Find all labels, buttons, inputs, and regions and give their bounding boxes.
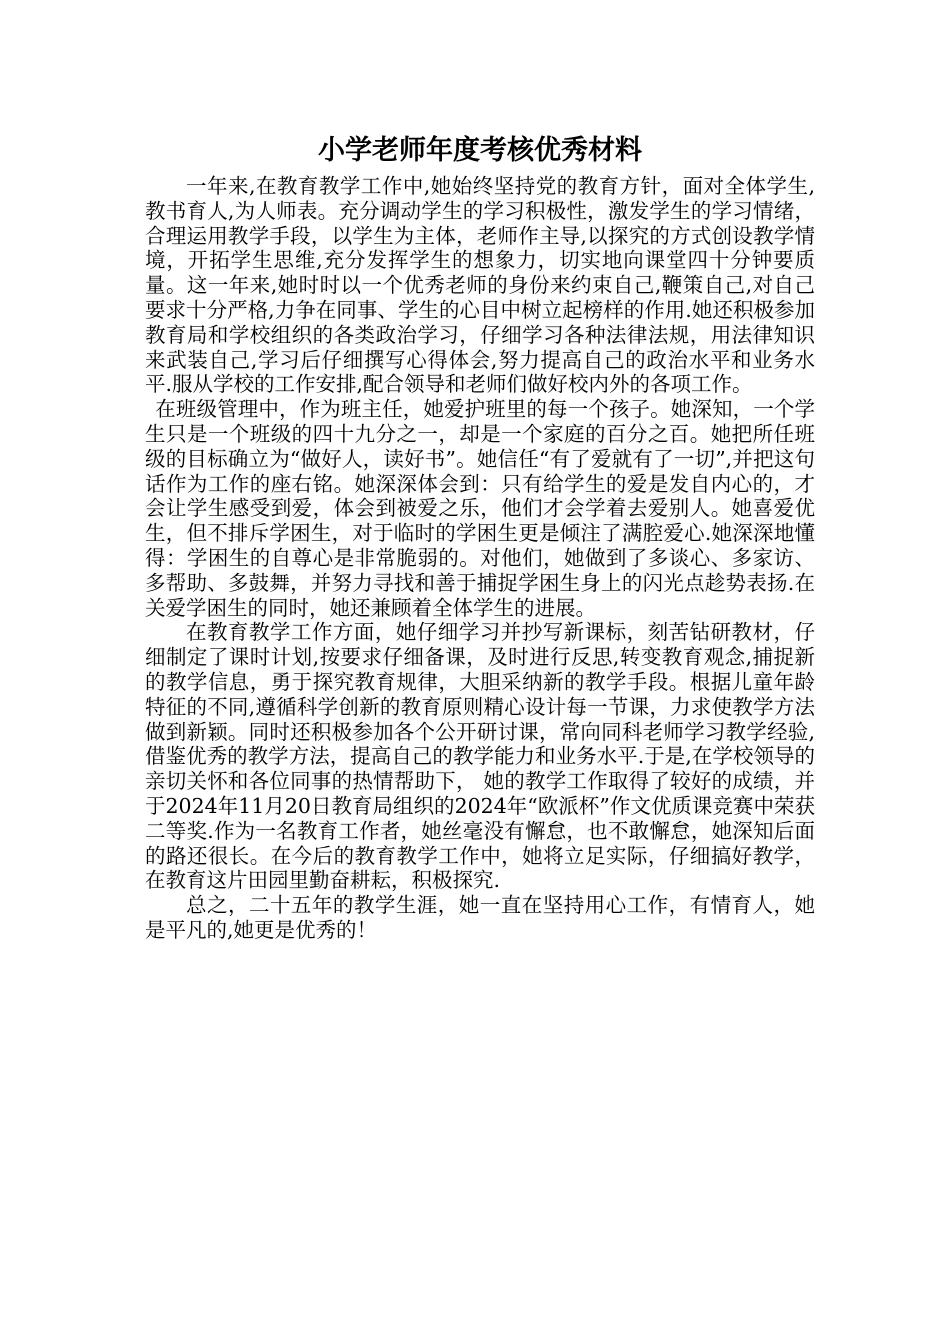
document-content bbox=[145, 132, 815, 943]
paragraph-conclusion: 总之，二十五年的教学生涯，她一直在坚持用心工作，有情育人，她是平凡的,她更是优秀的！ bbox=[145, 893, 815, 942]
paragraph-teaching-work: 在教育教学工作方面，她仔细学习并抄写新课标，刻苦钻研教材，仔细制定了课时计划,按要求仔细备课，及时进行反思,转变教育观念,捕捉新的教学信息，勇于探究教育规律，大胆采纳新的教学手段。根据儿童年龄特征的不同,遵循科学创新的教育原则精心设计每一节课，力求使教学方法做到新颖。同时还积极参加各个公开研讨课，常向同科老师学习教学经验,借鉴优秀的教学方法，提高自己的教学能力和业务水平.于是,在学校领导的亲切关怀和各位同事的热情帮助下， 她的教学工作取得了较好的成绩，并于2024年11月20日教育局组织的2024年“欧派杯”作文优质课竞赛中荣获二等奖.作为一名教育工作者，她丝毫没有懈怠，也不敢懈怠，她深知后面的路还很长。在今后的教育教学工作中，她将立足实际，仔细搞好教学，在教育这片田园里勤奋耕耘，积极探究. bbox=[145, 620, 815, 893]
document-title: 小学老师年度考核优秀材料 bbox=[318, 135, 642, 166]
paragraph-teaching-attitude: 一年来,在教育教学工作中,她始终坚持党的教育方针，面对全体学生,教书育人,为人师表。充分调动学生的学习积极性，激发学生的学习情绪，合理运用教学手段，以学生为主体，老师作主导,以探究的方式创设教学情境，开拓学生思维,充分发挥学生的想象力，切实地向课堂四十分钟要质量。这一年来,她时时以一个优秀老师的身份来约束自己,鞭策自己,对自己要求十分严格,力争在同事、学生的心目中树立起榜样的作用.她还积极参加教育局和学校组织的各类政治学习，仔细学习各种法律法规，用法律知识来武装自己,学习后仔细撰写心得体会,努力提高自己的政治水平和业务水平.服从学校的工作安排,配合领导和老师们做好校内外的各项工作。 bbox=[145, 174, 815, 397]
paragraph-class-management: 在班级管理中，作为班主任，她爱护班里的每一个孩子。她深知，一个学生只是一个班级的四十九分之一，却是一个家庭的百分之百。她把所任班级的目标确立为“做好人，读好书”。她信任“有了爱就有了一切”,并把这句话作为工作的座右铭。她深深体会到：只有给学生的爱是发自内心的，才会让学生感受到爱，体会到被爱之乐，他们才会学着去爱别人。她喜爱优生，但不排斥学困生，对于临时的学困生更是倾注了满腔爱心.她深深地懂得：学困生的自尊心是非常脆弱的。对他们，她做到了多谈心、多家访、多帮助、多鼓舞，并努力寻找和善于捕捉学困生身上的闪光点趁势表扬.在关爱学困生的同时，她还兼顾着全体学生的进展。 bbox=[145, 397, 815, 620]
